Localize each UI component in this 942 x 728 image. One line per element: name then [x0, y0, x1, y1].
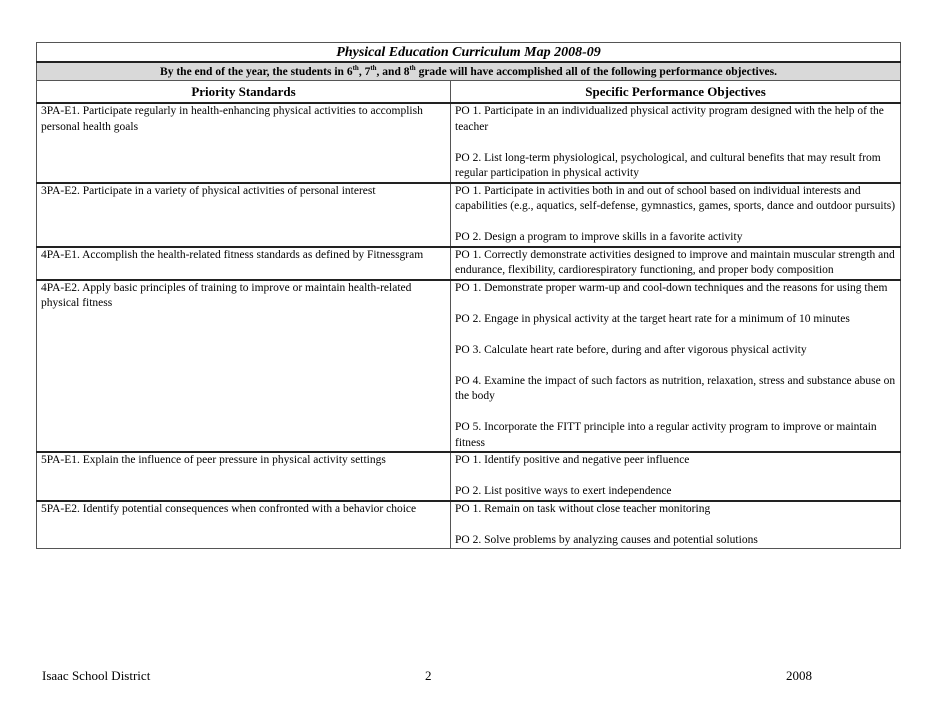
objectives-cell	[451, 452, 901, 501]
objective-item: PO 5. Incorporate the FITT principle into a regular activity program to improve or maintain fitness	[455, 421, 877, 449]
intro-text-4: grade will have accomplished all of the following performance objectives.	[415, 66, 777, 78]
footer-year: 2008	[786, 668, 812, 683]
objectives-cell	[451, 103, 901, 183]
standard-cell: 4PA-E2. Apply basic principles of training to improve or maintain health-related physical fitness	[37, 280, 451, 453]
intro-sup-2: th	[370, 64, 377, 73]
standard-cell: 5PA-E2. Identify potential consequences when confronted with a behavior choice	[37, 501, 451, 549]
intro-text-2: , 7	[358, 66, 371, 78]
intro-row	[37, 62, 901, 81]
objective-item: PO 1. Participate in activities both in and out of school based on individual interests and capabilities (e.g., aquatics, self-defense, gymnastics, games, sports, dance and outdoor pursuits)	[455, 184, 896, 212]
title-row	[37, 43, 901, 63]
intro-text-1: By the end of the year, the students in 6	[160, 66, 353, 78]
header-row	[37, 81, 901, 104]
objective-item: PO 1. Participate in an individualized physical activity program designed with the help of the teacher	[455, 105, 884, 133]
table-row	[37, 183, 901, 247]
objective-item: PO 2. Solve problems by analyzing causes and potential solutions	[455, 533, 758, 546]
objectives-cell	[451, 183, 901, 247]
table-row	[37, 280, 901, 453]
intro-text-3: , and 8	[376, 66, 410, 78]
objective-item: PO 1. Remain on task without close teacher monitoring	[455, 502, 711, 515]
objective-item: PO 2. List positive ways to exert independence	[455, 485, 672, 497]
objective-item: PO 1. Correctly demonstrate activities designed to improve and maintain muscular strength and endurance, flexibility, cardiorespiratory functioning, and proper body composition	[455, 248, 895, 276]
table-row	[37, 501, 901, 549]
objective-item: PO 2. Design a program to improve skills in a favorite activity	[455, 231, 743, 243]
objective-item: PO 3. Calculate heart rate before, during and after vigorous physical activity	[455, 343, 807, 356]
objective-item: PO 4. Examine the impact of such factors as nutrition, relaxation, stress and substance abuse on the body	[455, 374, 896, 402]
standard-cell: 3PA-E2. Participate in a variety of physical activities of personal interest	[37, 183, 451, 247]
standard-cell: 4PA-E1. Accomplish the health-related fitness standards as defined by Fitnessgram	[37, 247, 451, 280]
table-row	[37, 247, 901, 280]
curriculum-table	[36, 42, 901, 549]
intro-sup-3: th	[409, 64, 416, 73]
objective-item: PO 1. Demonstrate proper warm-up and cool-down techniques and the reasons for using them	[455, 281, 888, 294]
footer-page-number: 2	[425, 668, 432, 683]
objective-item: PO 2. Engage in physical activity at the target heart rate for a minimum of 10 minutes	[455, 312, 850, 325]
column-header-standards: Priority Standards	[37, 81, 451, 104]
objectives-cell	[451, 501, 901, 549]
standard-cell: 5PA-E1. Explain the influence of peer pressure in physical activity settings	[37, 452, 451, 501]
column-header-objectives: Specific Performance Objectives	[451, 81, 901, 104]
intro-sup-1: th	[352, 64, 359, 73]
table-row	[37, 103, 901, 183]
objectives-cell	[451, 247, 901, 280]
document-title: Physical Education Curriculum Map 2008-09	[37, 43, 901, 63]
objective-item: PO 2. List long-term physiological, psychological, and cultural benefits that may result from regular participation in physical activity	[455, 151, 881, 179]
intro-statement	[37, 62, 901, 81]
objective-item: PO 1. Identify positive and negative peer influence	[455, 454, 690, 466]
footer-district: Isaac School District	[42, 668, 151, 683]
objectives-cell	[451, 280, 901, 453]
standard-cell: 3PA-E1. Participate regularly in health-enhancing physical activities to accomplish personal health goals	[37, 103, 451, 183]
table-row	[37, 452, 901, 501]
